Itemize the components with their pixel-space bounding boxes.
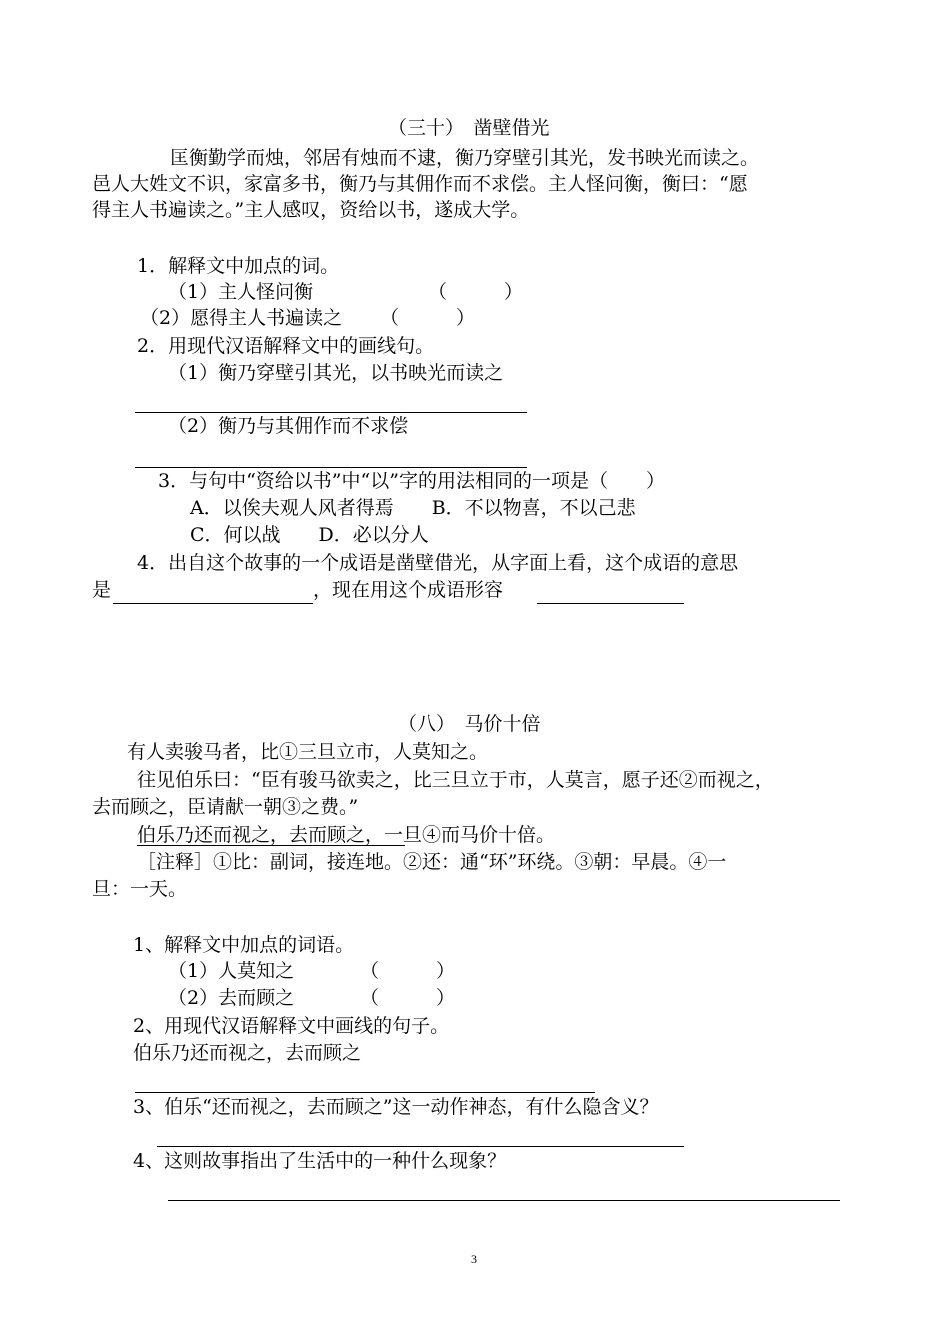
section2-paragraph-line: 往见伯乐曰：“臣有骏马欲卖之，比三旦立于市，人莫言，愿子还②而视之， [137, 769, 774, 791]
section2-title: （八） 马价十倍 [398, 713, 541, 735]
question-4: 4．出自这个故事的一个成语是凿壁借光，从字面上看，这个成语的意思 [137, 552, 739, 574]
annotation-line: ［注释］①比：副词，接连地。②还：通“环”环绕。③朝：早晨。④一 [137, 851, 727, 873]
section1-title: （三十） 凿壁借光 [388, 117, 550, 139]
question-1a: （1）主人怪问衡 [168, 281, 314, 303]
question-2b: （2）衡乃与其佣作而不求偿 [168, 415, 409, 437]
question-2: 2、用现代汉语解释文中画线的句子。 [133, 1015, 450, 1037]
underline-mark [137, 845, 405, 846]
section2-paragraph-line: 伯乐乃还而视之，去而顾之，一旦④而马价十倍。 [137, 824, 556, 846]
question-3-options-ab: A．以俟夫观人风者得焉 B．不以物喜，不以己悲 [190, 497, 636, 519]
question-1b: （2）去而顾之 [168, 987, 295, 1009]
question-1b: （2）愿得主人书遍读之 [140, 307, 343, 329]
answer-parentheses[interactable]: （ ） [380, 307, 476, 329]
page-number: 3 [471, 1252, 477, 1266]
answer-parentheses[interactable]: （ ） [360, 960, 456, 982]
question-2: 2．用现代汉语解释文中的画线句。 [137, 335, 435, 357]
question-2a: 伯乐乃还而视之，去而顾之 [133, 1042, 362, 1064]
question-3: 3、伯乐“还而视之，去而顾之”这一动作神态，有什么隐含义？ [133, 1096, 659, 1118]
answer-line[interactable] [168, 1200, 840, 1201]
question-3: 3．与句中“资给以书”中“以”字的用法相同的一项是（ ） [158, 470, 665, 492]
answer-line[interactable] [157, 1146, 684, 1147]
question-4: 4、这则故事指出了生活中的一种什么现象？ [133, 1150, 507, 1172]
section2-paragraph-line: 有人卖骏马者，比①三旦立市，人莫知之。 [127, 741, 489, 763]
question-1a: （1）人莫知之 [168, 960, 295, 982]
question-4-continued: ，现在用这个成语形容 [313, 579, 504, 601]
answer-parentheses[interactable]: （ ） [428, 281, 524, 303]
section1-paragraph-line: 匡衡勤学而烛，邻居有烛而不逮，衡乃穿壁引其光，发书映光而读之。 [170, 147, 760, 169]
question-1: 1．解释文中加点的词。 [137, 255, 340, 277]
section1-paragraph-line: 得主人书遍读之。”主人感叹，资给以书，遂成大学。 [92, 199, 530, 221]
question-2a: （1）衡乃穿壁引其光，以书映光而读之 [168, 362, 504, 384]
question-3-options-cd: C．何以战 D．必以分人 [190, 524, 429, 546]
question-4-continued: 是 [92, 579, 112, 601]
answer-line[interactable] [537, 603, 684, 604]
answer-line[interactable] [135, 1092, 595, 1093]
section2-paragraph-line: 去而顾之，臣请献一朝③之费。” [92, 796, 359, 818]
answer-parentheses[interactable]: （ ） [360, 987, 456, 1009]
question-1: 1、解释文中加点的词语。 [133, 934, 355, 956]
answer-line[interactable] [113, 603, 313, 604]
section1-paragraph-line: 邑人大姓文不识，家富多书，衡乃与其佣作而不求偿。主人怪问衡，衡曰：“愿 [92, 173, 748, 195]
annotation-line: 旦：一天。 [92, 878, 188, 900]
